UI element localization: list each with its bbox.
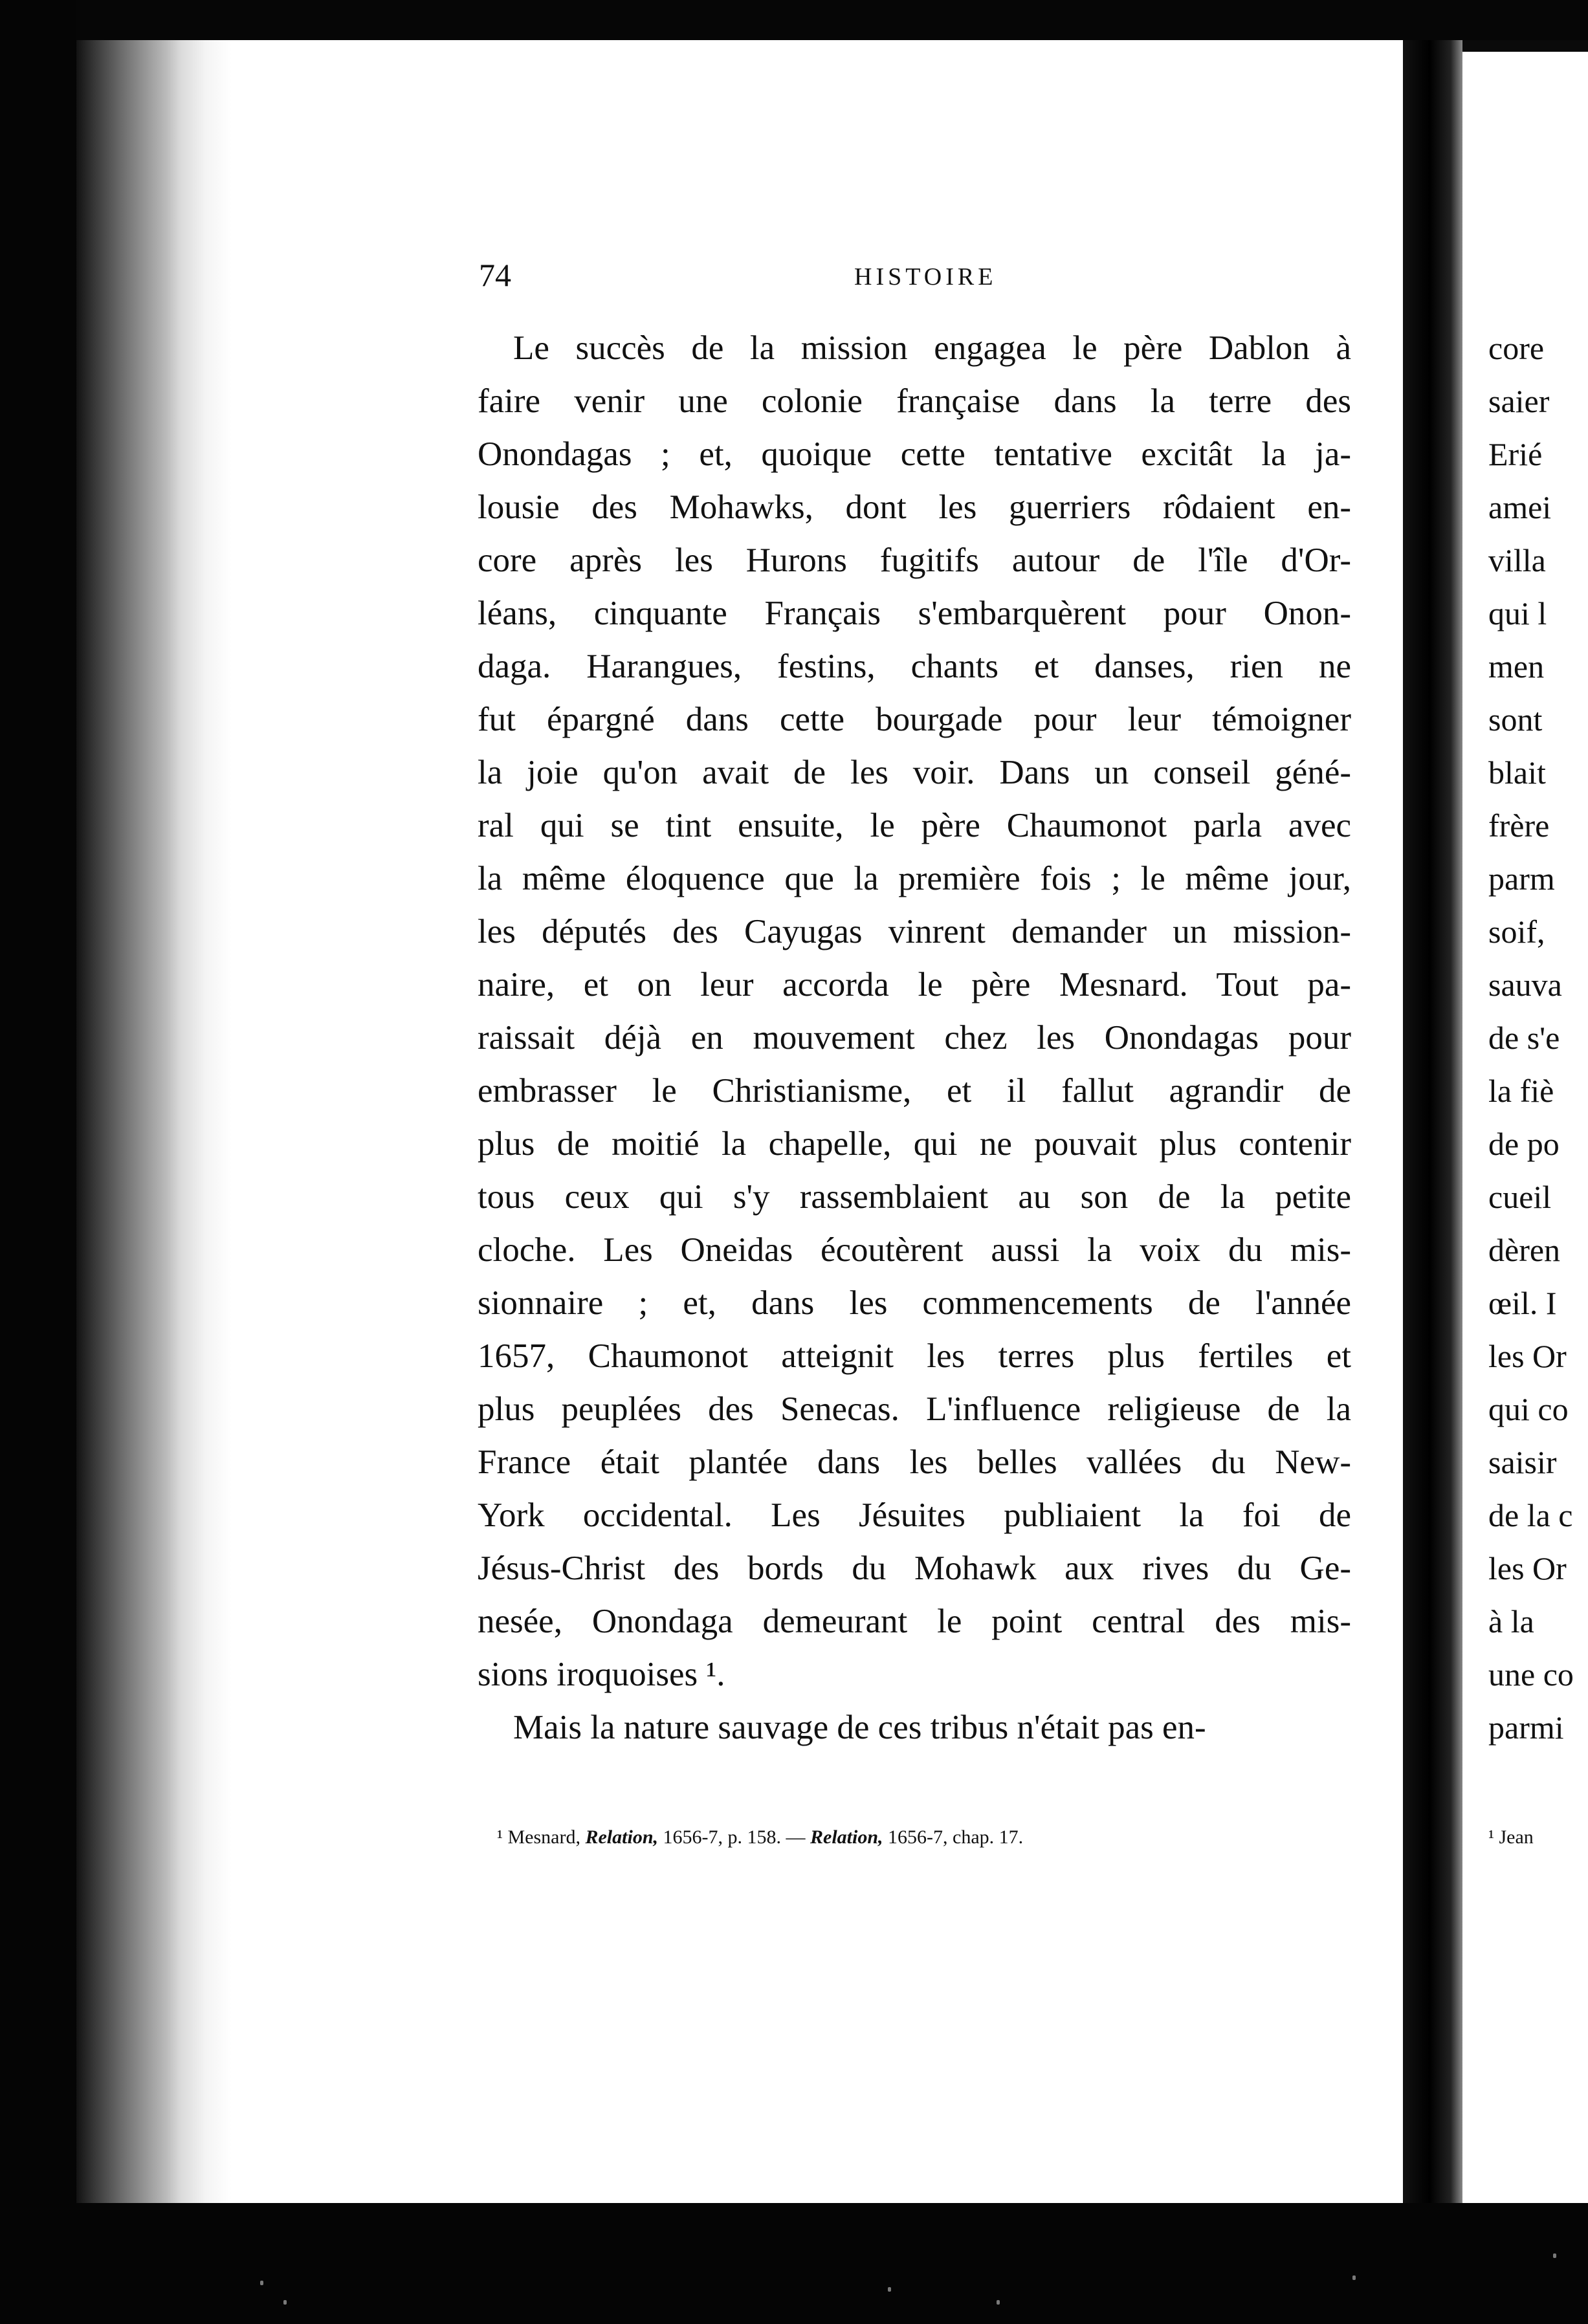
- text-line: les députés des Cayugas vinrent demander un mission-: [478, 913, 1351, 950]
- text-line: nesée, Onondaga demeurant le point central des mis-: [478, 1603, 1351, 1640]
- footnote-title: Relation,: [810, 1826, 883, 1848]
- text-line-fragment: de la c: [1488, 1497, 1573, 1533]
- text-line-fragment: sauva: [1488, 967, 1562, 1003]
- page-number: 74: [479, 257, 511, 293]
- text-line: sionnaire ; et, dans les commencements de l'année: [478, 1284, 1351, 1322]
- text-line-fragment: cueil: [1488, 1179, 1552, 1215]
- footnote-fragment: ¹ Jean: [1488, 1826, 1534, 1848]
- text-line-fragment: men: [1488, 648, 1545, 685]
- text-line-fragment: une co: [1488, 1656, 1574, 1693]
- text-line-fragment: qui l: [1488, 595, 1547, 631]
- text-line: sions iroquoises ¹.: [478, 1656, 725, 1693]
- text-line-fragment: blait: [1488, 754, 1546, 791]
- text-line: daga. Harangues, festins, chants et danses, rien ne: [478, 648, 1351, 685]
- dust-speck: [888, 2287, 891, 2292]
- text-line: léans, cinquante Français s'embarquèrent pour Onon-: [478, 595, 1351, 632]
- text-line: France était plantée dans les belles vallées du New-: [478, 1443, 1351, 1481]
- text-line-fragment: saisir: [1488, 1444, 1557, 1480]
- footnote-marker: ¹: [497, 1826, 503, 1848]
- right-page-top-edge: [1462, 40, 1588, 52]
- text-line-fragment: parm: [1488, 861, 1555, 897]
- text-line: raissait déjà en mouvement chez les Onondagas pour: [478, 1019, 1351, 1057]
- text-line-fragment: parmi: [1488, 1709, 1564, 1746]
- text-line-fragment: Erié: [1488, 436, 1543, 472]
- text-line: tous ceux qui s'y rassemblaient au son de la petite: [478, 1178, 1351, 1216]
- text-line: ral qui se tint ensuite, le père Chaumonot parla avec: [478, 807, 1351, 844]
- text-line-fragment: la fiè: [1488, 1073, 1554, 1109]
- text-line: core après les Hurons fugitifs autour de l'île d'Or-: [478, 542, 1351, 579]
- text-line: naire, et on leur accorda le père Mesnard. Tout pa-: [478, 966, 1351, 1003]
- text-line: Onondagas ; et, quoique cette tentative excitât la ja-: [478, 435, 1351, 473]
- running-head: HISTOIRE: [854, 263, 997, 290]
- text-line: Jésus-Christ des bords du Mohawk aux rives du Ge-: [478, 1550, 1351, 1587]
- text-line-fragment: de po: [1488, 1126, 1560, 1162]
- dust-speck: [283, 2300, 287, 2305]
- dust-speck: [260, 2281, 263, 2285]
- footnote-author: Mesnard,: [507, 1826, 580, 1848]
- scan-border-top: [0, 0, 1588, 40]
- text-line-fragment: sont: [1488, 701, 1543, 738]
- text-line: plus peuplées des Senecas. L'influence religieuse de la: [478, 1390, 1351, 1428]
- text-line-fragment: les Or: [1488, 1550, 1567, 1586]
- text-line-fragment: les Or: [1488, 1338, 1567, 1374]
- scan-border-bottom: [0, 2203, 1588, 2324]
- footnote-citation: 1656-7, chap. 17.: [888, 1826, 1024, 1848]
- text-line: faire venir une colonie française dans la terre des: [478, 382, 1351, 420]
- text-line-fragment: à la: [1488, 1603, 1534, 1639]
- body-text: [478, 322, 1351, 1754]
- text-line: lousie des Mohawks, dont les guerriers rôdaient en-: [478, 488, 1351, 526]
- text-line-fragment: soif,: [1488, 914, 1545, 950]
- book-gutter: [1403, 40, 1462, 2203]
- text-line: la joie qu'on avait de les voir. Dans un conseil géné-: [478, 754, 1351, 791]
- footnote: [497, 1825, 1299, 1850]
- text-line-fragment: qui co: [1488, 1391, 1569, 1427]
- text-line: fut épargné dans cette bourgade pour leur témoigner: [478, 701, 1351, 738]
- text-line: York occidental. Les Jésuites publiaient la foi de: [478, 1496, 1351, 1534]
- dust-speck: [1553, 2253, 1556, 2258]
- text-line-fragment: villa: [1488, 542, 1546, 578]
- text-line: Mais la nature sauvage de ces tribus n'était pas en-: [513, 1709, 1206, 1746]
- text-line-fragment: de s'e: [1488, 1020, 1560, 1056]
- text-line-fragment: œil. I: [1488, 1285, 1557, 1321]
- text-line: plus de moitié la chapelle, qui ne pouvait plus contenir: [478, 1125, 1351, 1163]
- footnote-citation: 1656-7, p. 158. —: [663, 1826, 806, 1848]
- text-line-fragment: saier: [1488, 383, 1550, 419]
- dust-speck: [997, 2300, 1000, 2305]
- text-line: embrasser le Christianisme, et il fallut agrandir de: [478, 1072, 1351, 1110]
- footnote-title: Relation,: [585, 1826, 658, 1848]
- text-line-fragment: core: [1488, 330, 1545, 366]
- dust-speck: [1352, 2275, 1356, 2280]
- text-line-fragment: amei: [1488, 489, 1552, 525]
- text-line-fragment: dèren: [1488, 1232, 1561, 1268]
- text-line: cloche. Les Oneidas écoutèrent aussi la voix du mis-: [478, 1231, 1351, 1269]
- scan-border-left: [0, 0, 76, 2324]
- text-line: Le succès de la mission engagea le père Dablon à: [513, 329, 1351, 367]
- text-line: la même éloquence que la première fois ; le même jour,: [478, 860, 1351, 897]
- text-line: 1657, Chaumonot atteignit les terres plus fertiles et: [478, 1337, 1351, 1375]
- text-line-fragment: frère: [1488, 807, 1550, 844]
